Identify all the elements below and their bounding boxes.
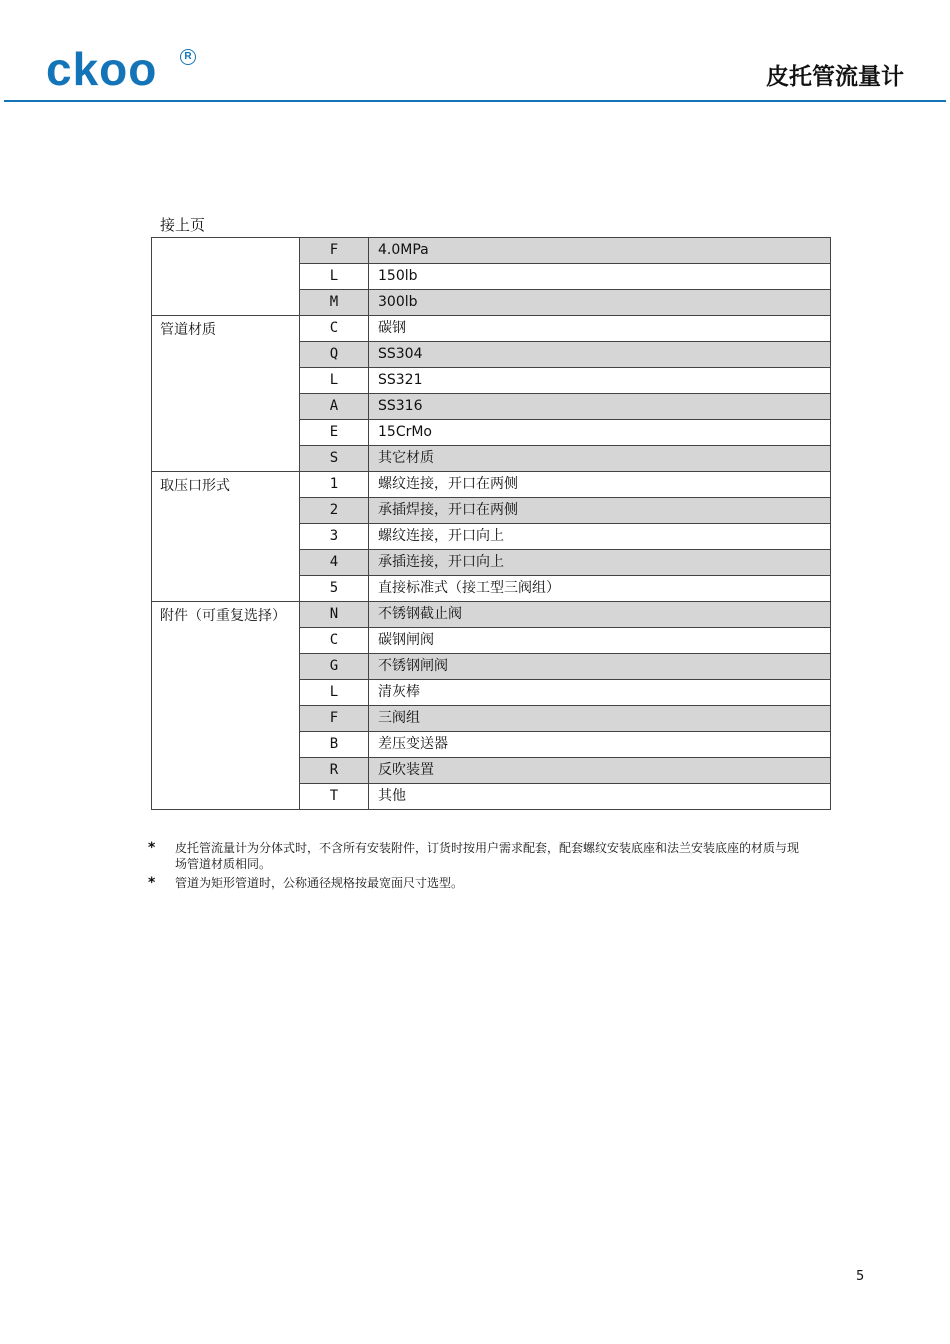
- option-code-cell: 3: [300, 524, 369, 550]
- note-text: 管道为矩形管道时，公称通径规格按最宽面尺寸选型。: [175, 876, 464, 890]
- option-description-cell: 承插焊接，开口在两侧: [369, 498, 831, 524]
- note-marker: *: [148, 840, 156, 856]
- table-row: [152, 472, 831, 498]
- option-code-cell: M: [300, 290, 369, 316]
- option-code-cell: 2: [300, 498, 369, 524]
- option-code-cell: S: [300, 446, 369, 472]
- option-code-cell: Q: [300, 342, 369, 368]
- option-description-cell: 4.0MPa: [369, 238, 831, 264]
- header-divider: [4, 100, 946, 102]
- category-cell: 管道材质: [152, 316, 300, 472]
- option-code-cell: F: [300, 238, 369, 264]
- option-description-cell: 三阀组: [369, 706, 831, 732]
- continued-from-previous-label: 接上页: [160, 216, 206, 234]
- option-description-cell: SS304: [369, 342, 831, 368]
- option-description-cell: 承插连接，开口向上: [369, 550, 831, 576]
- model-selection-table: [151, 237, 831, 810]
- option-code-cell: G: [300, 654, 369, 680]
- option-code-cell: T: [300, 784, 369, 810]
- option-code-cell: L: [300, 680, 369, 706]
- registered-mark-icon: R: [180, 49, 196, 65]
- option-description-cell: 15CrMo: [369, 420, 831, 446]
- option-code-cell: C: [300, 628, 369, 654]
- option-description-cell: 直接标准式（接工型三阀组）: [369, 576, 831, 602]
- option-description-cell: 碳钢闸阀: [369, 628, 831, 654]
- note-item: [148, 840, 808, 872]
- option-code-cell: 4: [300, 550, 369, 576]
- page-number: 5: [856, 1269, 865, 1284]
- notes-section: [148, 840, 808, 894]
- option-description-cell: 反吹装置: [369, 758, 831, 784]
- option-description-cell: SS321: [369, 368, 831, 394]
- category-cell: 取压口形式: [152, 472, 300, 602]
- table-row: [152, 316, 831, 342]
- table-row: [152, 602, 831, 628]
- option-code-cell: B: [300, 732, 369, 758]
- option-description-cell: SS316: [369, 394, 831, 420]
- option-code-cell: 5: [300, 576, 369, 602]
- document-title: 皮托管流量计: [766, 64, 904, 90]
- option-code-cell: 1: [300, 472, 369, 498]
- option-code-cell: E: [300, 420, 369, 446]
- option-description-cell: 清灰棒: [369, 680, 831, 706]
- note-item: [148, 875, 808, 891]
- option-description-cell: 差压变送器: [369, 732, 831, 758]
- note-marker: *: [148, 875, 156, 891]
- option-code-cell: L: [300, 368, 369, 394]
- category-cell: 附件（可重复选择）: [152, 602, 300, 810]
- option-code-cell: C: [300, 316, 369, 342]
- option-description-cell: 不锈钢闸阀: [369, 654, 831, 680]
- option-code-cell: L: [300, 264, 369, 290]
- option-description-cell: 其它材质: [369, 446, 831, 472]
- table-row: [152, 238, 831, 264]
- ckoo-logo: ckoo: [46, 43, 158, 95]
- option-description-cell: 150lb: [369, 264, 831, 290]
- option-code-cell: N: [300, 602, 369, 628]
- option-code-cell: F: [300, 706, 369, 732]
- option-description-cell: 300lb: [369, 290, 831, 316]
- option-description-cell: 其他: [369, 784, 831, 810]
- category-cell: [152, 238, 300, 316]
- option-description-cell: 螺纹连接，开口在两侧: [369, 472, 831, 498]
- option-code-cell: R: [300, 758, 369, 784]
- option-description-cell: 碳钢: [369, 316, 831, 342]
- option-description-cell: 不锈钢截止阀: [369, 602, 831, 628]
- note-text: 皮托管流量计为分体式时，不含所有安装附件，订货时按用户需求配套，配套螺纹安装底座和法兰安装底座的材质与现场管道材质相同。: [175, 841, 800, 871]
- option-code-cell: A: [300, 394, 369, 420]
- option-description-cell: 螺纹连接，开口向上: [369, 524, 831, 550]
